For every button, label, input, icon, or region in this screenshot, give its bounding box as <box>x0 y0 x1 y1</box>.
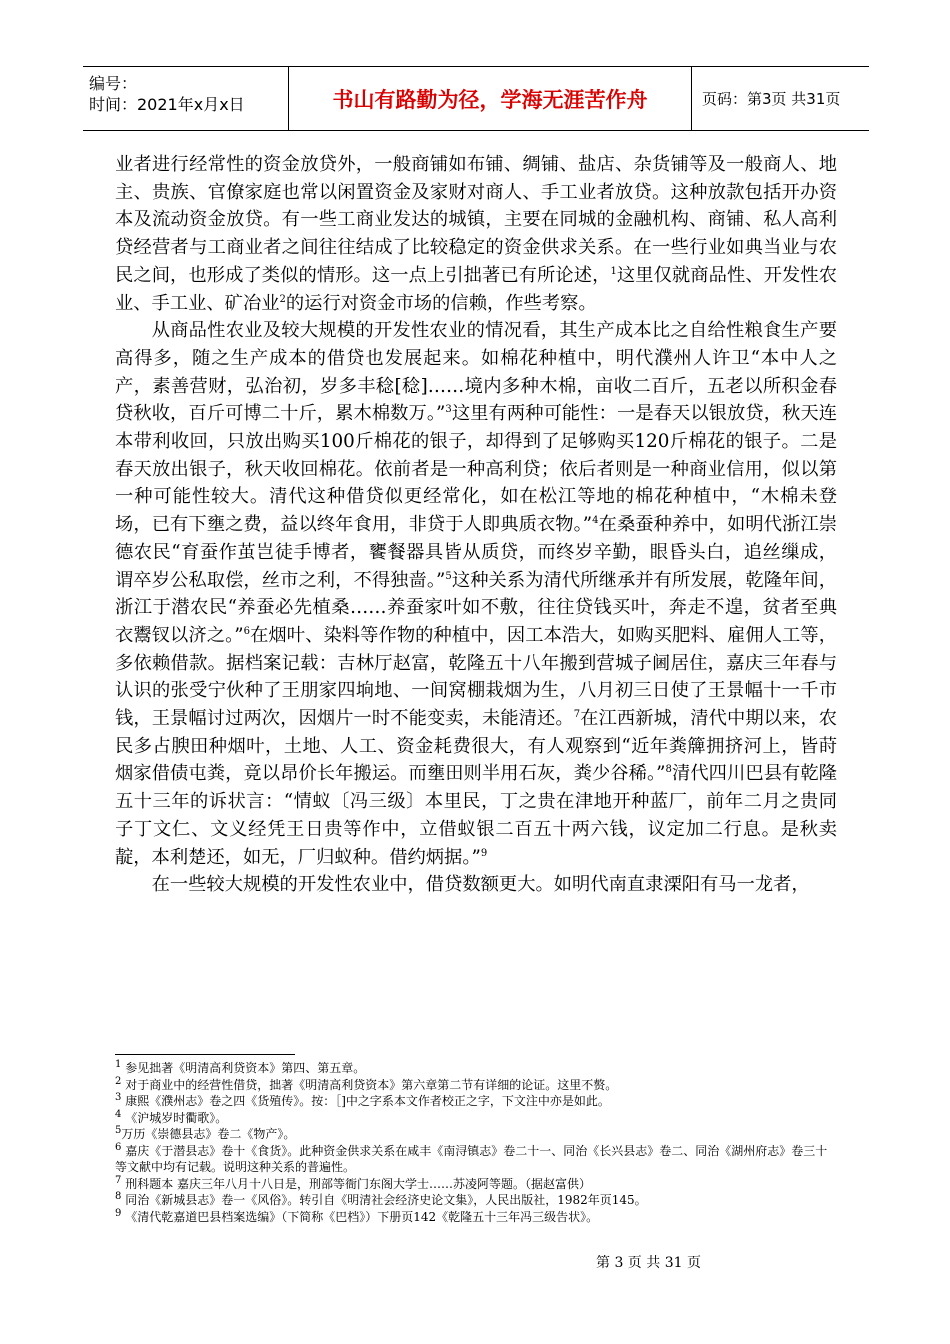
footnote-ref: 2 <box>279 293 286 305</box>
footnote-ref: 7 <box>573 708 581 720</box>
footnote-item: $^7$ 刑科题本 嘉庆三年八月十八日是，刑部等衙门东阁大学士……苏凌阿等题。（据赵富供） <box>115 1174 592 1191</box>
footnote-ref: 5 <box>445 570 452 582</box>
paragraph-2: 从商品性农业及较大规模的开发性农业的情况看，其生产成本比之自给性粮食生产要高得多，随之生产成本的借贷也发展起来。如棉花种植中，明代濮州人许卫“本中人之产，素善营财，弘治初，岁多丰稔[稔]……境内多种木棉，亩收二百斤，五老以所积金春贷秋收，百斤可博二十斤，累木棉数万。”$^3$这里有两种可能性：一是春天以银放贷，秋天连本带利收回，只放出购买100斤棉花的银子，却得到了足够购买120斤棉花的银子。二是春天放出银子，秋天收回棉花。依前者是一种高利贷；依后者则是一种商业信用，似以第一种可能性较大。清代这种借贷似更经常化，如在松江等地的棉花种植中，“木棉未登场，已有下壅之费，益以终年食用，非贷于人即典质衣物。”$^4$在桑蚕种养中，如明代浙江崇德农民“育蚕作茧岂徒手博者，饔餐器具皆从质贷，而终岁辛勤，眼昏头白，追丝缫成，谓卒岁公私取偿，丝市之利，不得独啬。”$^5$这种关系为清代所继承并有所发展，乾隆年间，浙江于潜农民“养蚕必先植桑……养蚕家叶如不敷，往往贷钱买叶，奔走不遑，贫者至典衣鬻钗以济之。”$^6$在烟叶、染料等作物的种植中，因工本浩大，如购买肥料、雇佣人工等，多依赖借款。据档案记载：吉林厅赵富，乾隆五十八年搬到营城子阃居住，嘉庆三年春与认识的张受宁伙种了王朋家四垧地、一间窝棚栽烟为生，八月初三日使了王景幅十一千市钱，王景幅讨过两次，因烟片一时不能变卖，未能清还。$^7$在江西新城，清代中期以来，农民多占腴田种烟叶，土地、人工、资金耗费很大，有人观察到“近年粪簰拥挤河上，皆莳烟家借债屯粪，竟以昂价长年搬运。而壅田则半用石灰，粪少谷稀。”$^8$清代四川巴县有乾隆五十三年的诉状言：“情蚁〔冯三级〕本里民，丁之贵在津地开种蓝厂，前年二月之贵同子丁文仁、文义经凭王日贵等作中，立借蚁银二百五十两六钱，议定加二行息。是秋卖靛，本利楚还，如无，厂归蚁种。借约炳据。”$^9$ <box>115 320 838 868</box>
footnote-item: $^1$ 参见拙著《明清高利贷资本》第四、第五章。 <box>115 1059 366 1075</box>
footnote-ref: 1 <box>610 265 617 277</box>
paragraph-1: 业者进行经常性的资金放贷外，一般商铺如布铺、绸铺、盐店、杂货铺等及一般商人、地主、贵族、官僚家庭也常以闲置资金及家财对商人、手工业者放贷。这种放款包括开办资本及流动资金放贷。有一些工商业发达的城镇，主要在同城的金融机构、商铺、私人高利贷经营者与工商业者之间往往结成了比较稳定的资金供求关系。在一些行业如典当业与农民之间，也形成了类似的情形。这一点上引拙著已有所论述，$^1$这里仅就商品性、开发性农业、手工业、矿冶业$^2$的运行对资金市场的信赖，作些考察。 <box>115 154 838 314</box>
paragraph-3: 在一些较大规模的开发性农业中，借贷数额更大。如明代南直隶溧阳有马一龙者， <box>151 874 810 896</box>
footnote-item: $^4$ 《沪城岁时衢歌》。 <box>115 1108 228 1125</box>
footnote-ref: 8 <box>665 764 672 776</box>
footnote-ref: 3 <box>445 404 452 416</box>
footnotes <box>115 1060 837 1225</box>
header-motto: 书山有路勤为径，学海无涯苦作舟 <box>288 67 692 130</box>
footnote-item: $^5$万历《崇德县志》卷二《物产》。 <box>115 1125 296 1141</box>
footnote-item: $^9$ 《清代乾嘉道巴县档案选编》（下简称《巴档》）下册页142《乾隆五十三年冯三级告状》。 <box>115 1207 599 1224</box>
footnote-item: $^2$ 对于商业中的经营性借贷，拙著《明清高利贷资本》第六章第二节有详细的论证。这里不赘。 <box>115 1075 618 1092</box>
header-meta <box>83 67 288 130</box>
page-footer: 第 3 页 共 31 页 <box>596 1255 701 1271</box>
page-header <box>83 66 869 131</box>
header-number: 编号： <box>89 74 138 93</box>
footnote-ref: 9 <box>480 847 488 859</box>
footnote-separator <box>115 1054 295 1055</box>
footnote-item: $^3$ 康熙《濮州志》卷之四《货殖传》。按：［]中之字系本文作者校正之字，下文注中亦是如此。 <box>115 1092 610 1108</box>
header-date: 时间：2021年x月x日 <box>89 95 245 114</box>
footnote-ref: 4 <box>592 515 599 527</box>
header-page-info: 页码：第3页 共31页 <box>702 90 841 108</box>
footnote-item: $^8$ 同治《新城县志》卷一《风俗》。转引自《明清社会经济史论文集》，人民出版社，1982年页145。 <box>115 1191 647 1207</box>
document-body <box>115 151 837 899</box>
footnote-item: $^6$ 嘉庆《于潜县志》卷十《食货》。此种资金供求关系在咸丰《南浔镇志》卷二十一、同治《长兴县志》卷二、同治《湖州府志》卷三十等文献中均有记载。说明这种关系的普遍性。 <box>115 1141 828 1174</box>
footnote-ref: 6 <box>243 625 250 637</box>
